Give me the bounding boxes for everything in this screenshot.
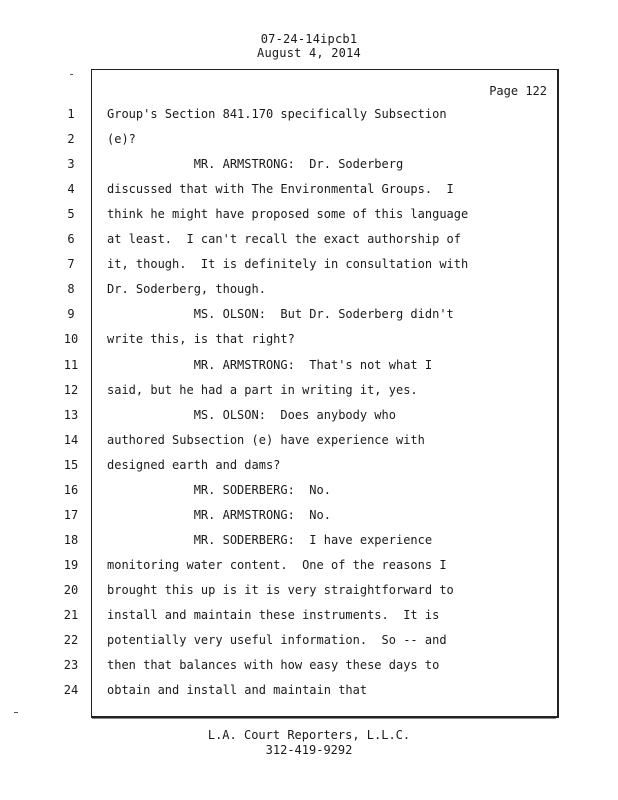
line-text: said, but he had a part in writing it, yes. [107,383,418,397]
line-text: MR. ARMSTRONG: That's not what I [107,358,433,372]
line-text: designed earth and dams? [107,458,281,472]
line-number: 15 [63,458,79,472]
line-text: at least. I can't recall the exact authorship of [107,232,462,246]
header-date: August 4, 2014 [257,46,361,60]
line-number: 23 [63,658,79,672]
line-number: 16 [63,483,79,497]
line-number: 8 [67,282,75,296]
line-text: monitoring water content. One of the reasons I [107,558,447,572]
line-number: 20 [63,583,79,597]
line-text: potentially very useful information. So -- and [107,633,447,647]
scan-speck [70,74,73,75]
line-number: 13 [63,408,79,422]
line-number: 21 [63,608,79,622]
line-text: MR. SODERBERG: I have experience [107,533,433,547]
line-number: 4 [67,182,75,196]
line-text: MR. SODERBERG: No. [107,483,331,497]
line-number: 6 [67,232,75,246]
page-number: Page 122 [489,84,547,98]
line-text: discussed that with The Environmental Groups. I [107,182,454,196]
line-text: write this, is that right? [107,332,295,346]
line-number: 18 [63,533,79,547]
line-text: it, though. It is definitely in consultation with [107,257,469,271]
line-number: 22 [63,633,79,647]
line-number: 5 [67,207,75,221]
line-text: install and maintain these instruments. It is [107,608,440,622]
line-text: MR. ARMSTRONG: Dr. Soderberg [107,157,404,171]
line-text: MR. ARMSTRONG: No. [107,508,331,522]
line-text: then that balances with how easy these days to [107,658,440,672]
scan-speck [92,718,556,719]
line-text: think he might have proposed some of this language [107,207,469,221]
line-text: MS. OLSON: But Dr. Soderberg didn't [107,307,454,321]
line-number: 10 [63,332,79,346]
footer-reporter: L.A. Court Reporters, L.L.C. [207,728,411,742]
line-number: 14 [63,433,79,447]
line-text: authored Subsection (e) have experience with [107,433,425,447]
line-number: 3 [67,157,75,171]
scan-speck [14,712,18,713]
line-number: 11 [63,358,79,372]
line-text: MS. OLSON: Does anybody who [107,408,396,422]
line-number: 2 [67,132,75,146]
line-number: 12 [63,383,79,397]
line-text: Group's Section 841.170 specifically Subsection [107,107,447,121]
line-number: 24 [63,683,79,697]
line-text: Dr. Soderberg, though. [107,282,266,296]
line-text: brought this up is it is very straightforward to [107,583,454,597]
header-case-id: 07-24-14ipcb1 [260,32,358,46]
line-number: 19 [63,558,79,572]
line-number: 1 [67,107,75,121]
line-text: (e)? [107,132,136,146]
line-number: 7 [67,257,75,271]
footer-phone: 312-419-9292 [265,743,353,757]
line-text: obtain and install and maintain that [107,683,368,697]
line-number: 17 [63,508,79,522]
line-number: 9 [67,307,75,321]
